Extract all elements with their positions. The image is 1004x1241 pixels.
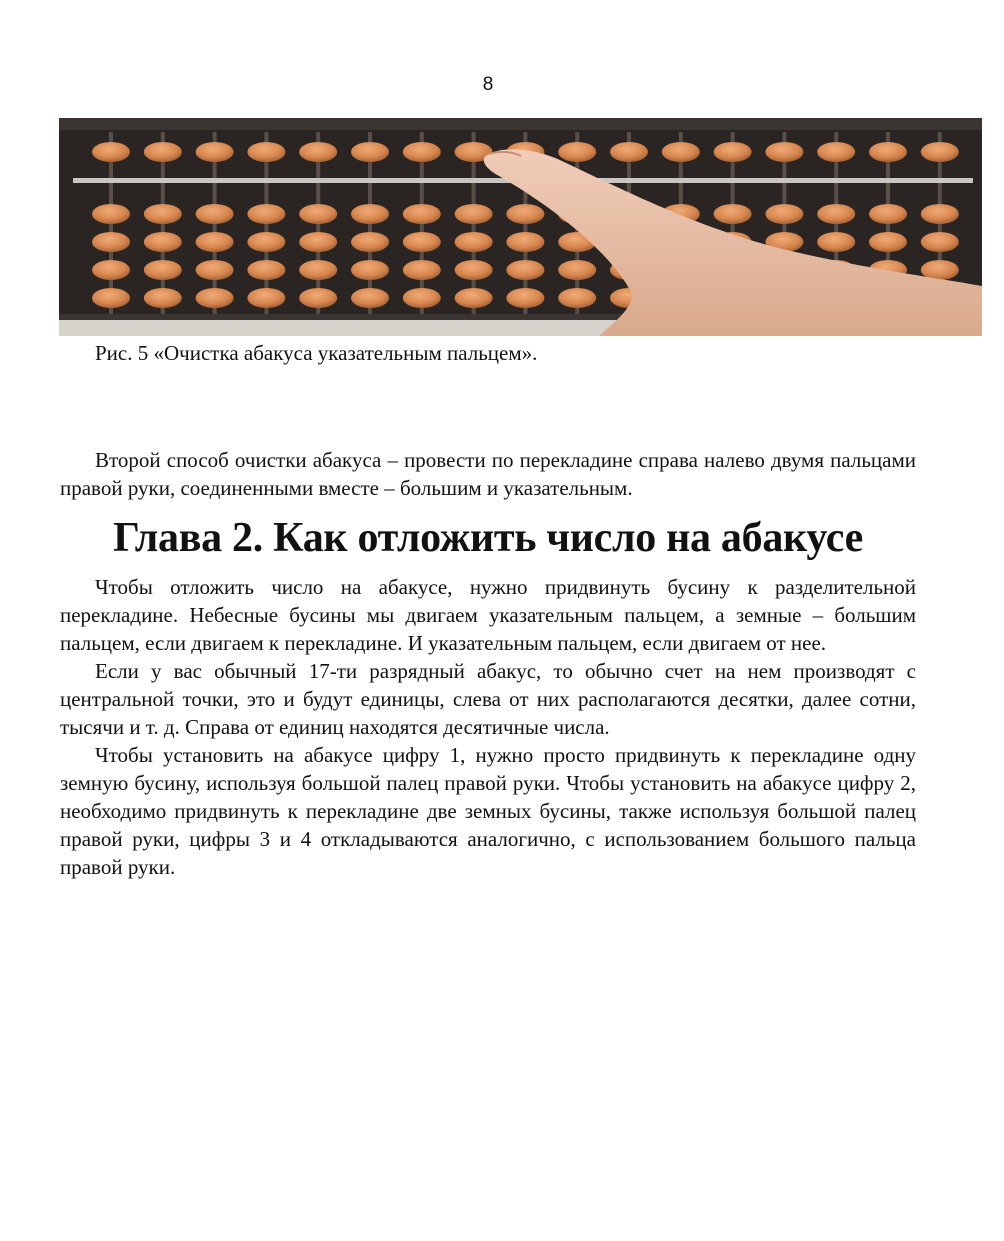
abacus-bead [869,232,907,252]
abacus-bead [921,204,959,224]
abacus-bead [144,232,182,252]
abacus-bead [351,288,389,308]
abacus-bead [921,142,959,162]
abacus-bead [351,142,389,162]
abacus-bead [299,204,337,224]
abacus-bead [403,260,441,280]
abacus-bead [455,204,493,224]
page-number: 8 [482,74,494,95]
abacus-bead [506,288,544,308]
figure-caption: Рис. 5 «Очистка абакуса указательным пальцем». [95,341,538,365]
abacus-bead [92,142,130,162]
paragraph: Чтобы отложить число на абакусе, нужно придвинуть бусину к разделительной перекладине. Небесные бусины мы двигаем указательным пальцем, а земные – большим пальцем, если двигаем к перекладине. И указательным пальцем, если двигаем от нее. [60,575,916,655]
abacus-bead [817,204,855,224]
abacus-bead [351,204,389,224]
abacus-bead [765,204,803,224]
abacus-bead [455,260,493,280]
chapter-body [60,573,916,881]
abacus-bead [558,142,596,162]
abacus-bead [196,232,234,252]
abacus-bead [92,204,130,224]
abacus-bead [144,142,182,162]
abacus-bead [817,142,855,162]
abacus-bead [144,204,182,224]
abacus-bead [506,204,544,224]
abacus-bead [247,142,285,162]
abacus-bead [92,232,130,252]
abacus-bead [558,260,596,280]
abacus-bead [299,260,337,280]
abacus-bead [196,142,234,162]
abacus-bead [403,288,441,308]
abacus-bead [247,204,285,224]
abacus-bead [196,204,234,224]
abacus-bead [299,288,337,308]
abacus-bead [869,142,907,162]
abacus-bead [92,260,130,280]
paragraph: Если у вас обычный 17-ти разрядный абакус, то обычно счет на нем производят с центральной точки, это и будут единицы, слева от них располагаются десятки, далее сотни, тысячи и т. д. Справа от единиц находятся десятичные числа. [60,659,916,739]
abacus-bead [817,232,855,252]
abacus-bead [506,260,544,280]
abacus-bead [662,142,700,162]
abacus-bead [765,142,803,162]
abacus-bead [247,288,285,308]
abacus-bead [506,232,544,252]
paragraph: Второй способ очистки абакуса – провести по перекладине справа налево двумя пальцами правой руки, соединенными вместе – большим и указательным. [60,448,916,500]
abacus-bead [144,260,182,280]
abacus-bead [299,232,337,252]
abacus-bead [714,204,752,224]
abacus-bead [403,204,441,224]
abacus-bead [247,260,285,280]
abacus-bead [714,142,752,162]
abacus-bead [403,232,441,252]
paragraph-second-method [60,446,916,502]
abacus-bead [196,260,234,280]
abacus-bead [144,288,182,308]
abacus-bead [351,232,389,252]
abacus-bead [92,288,130,308]
abacus-bead [869,204,907,224]
abacus-bead [299,142,337,162]
paragraph: Чтобы установить на абакусе цифру 1, нужно просто придвинуть к перекладине одну земную бусину, используя большой палец правой руки. Чтобы установить на абакусе цифру 2, необходимо придвинуть к перекладине две земных бусины, также используя большой палец правой руки, цифры 3 и 4 откладываются аналогично, с использованием большого пальца правой руки. [60,743,916,879]
abacus-bead [351,260,389,280]
chapter-heading: Глава 2. Как отложить число на абакусе [113,515,863,561]
abacus-bead [455,232,493,252]
abacus-bead [247,232,285,252]
abacus-bead [403,142,441,162]
abacus-bead [558,288,596,308]
abacus-photo [59,118,982,336]
abacus-bead [610,142,648,162]
abacus-bead [921,232,959,252]
abacus-bead [455,288,493,308]
abacus-bead [196,288,234,308]
